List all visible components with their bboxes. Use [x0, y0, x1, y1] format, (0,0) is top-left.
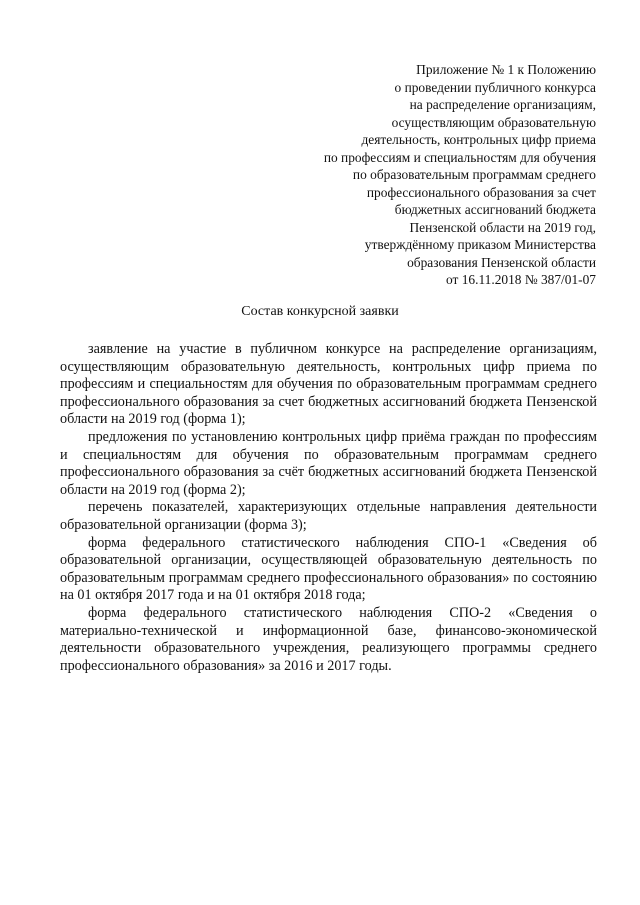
appendix-line: по профессиям и специальностям для обучения: [323, 149, 596, 165]
paragraph: предложения по установлению контрольных цифр приёма граждан по профессиям и специальностям для обучения по образовательным программам среднего профессионального образования за счёт бюджетных ассигнований бюджета Пензенской области на 2019 год (форма 2);: [60, 428, 597, 498]
appendix-line: Пензенской области на 2019 год,: [409, 219, 596, 235]
appendix-line: на распределение организациям,: [409, 97, 596, 112]
appendix-line: образования Пензенской области: [407, 254, 596, 270]
paragraph: форма федерального статистического наблюдения СПО-1 «Сведения об образовательной организации, осуществляющей образовательную деятельность по образовательным программам среднего профессионального образования» по состоянию на 01 октября 2017 года и на 01 октября 2018 года;: [60, 534, 597, 604]
paragraph: перечень показателей, характеризующих отдельные направления деятельности образовательной организации (форма 3);: [60, 499, 597, 533]
document-body: [60, 341, 597, 675]
appendix-line: бюджетных ассигнований бюджета: [394, 202, 596, 217]
document-title: Состав конкурсной заявки: [241, 304, 399, 319]
appendix-line: о проведении публичного конкурса: [394, 79, 596, 95]
appendix-line: деятельность, контрольных цифр приема: [361, 132, 596, 147]
appendix-line: от 16.11.2018 № 387/01-07: [446, 272, 596, 287]
appendix-line: профессионального образования за счет: [366, 184, 596, 200]
appendix-line: утверждённому приказом Министерства: [364, 237, 596, 252]
paragraph: заявление на участие в публичном конкурсе на распределение организациям, осуществляющим образовательную деятельность, контрольных цифр приема по профессиям и специальностям для обучения по образовательным программам среднего профессионального образования за счет бюджетных ассигнований бюджета Пензенской области на 2019 год (форма 1);: [60, 341, 597, 428]
appendix-line: по образовательным программам среднего: [352, 167, 596, 182]
appendix-line: Приложение № 1 к Положению: [416, 62, 596, 77]
appendix-line: осуществляющим образовательную: [391, 114, 596, 130]
appendix-header: [256, 61, 596, 289]
paragraph: форма федерального статистического наблюдения СПО-2 «Сведения о материально-технической и информационной базе, финансово-экономической деятельности образовательного учреждения, реализующего программы среднего профессионального образования» за 2016 и 2017 годы.: [60, 604, 597, 674]
